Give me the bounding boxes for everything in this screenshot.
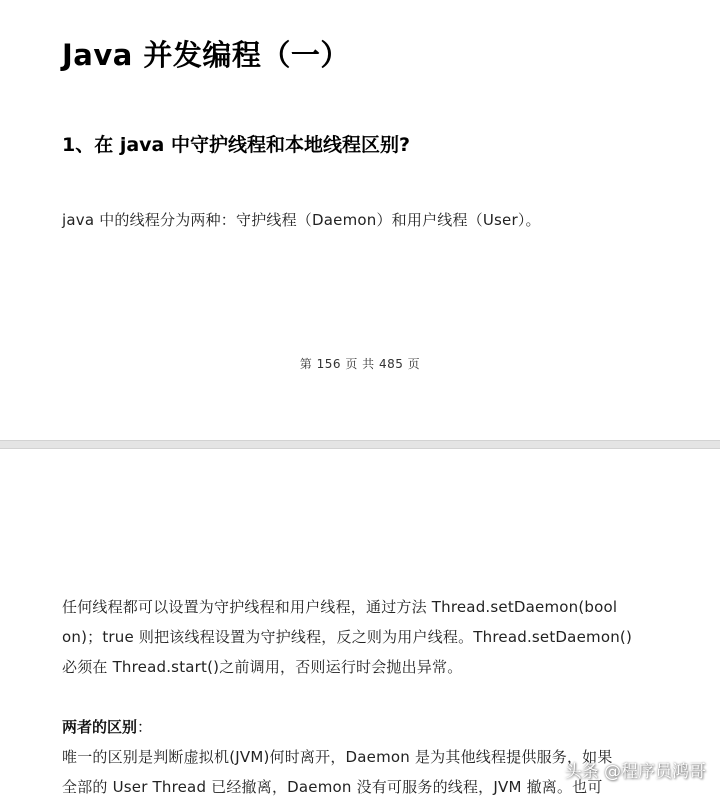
body-line: 必须在 Thread.start()之前调用，否则运行时会抛出异常。 <box>62 658 463 676</box>
difference-colon: ： <box>137 718 153 736</box>
intro-paragraph: java 中的线程分为两种：守护线程（Daemon）和用户线程（User）。 <box>62 211 541 229</box>
body-line: 唯一的区别是判断虚拟机(JVM)何时离开，Daemon 是为其他线程提供服务，如果 <box>62 748 613 766</box>
pdf-page-157 <box>0 449 720 796</box>
section-heading: 1、在 java 中守护线程和本地线程区别? <box>62 134 411 156</box>
difference-heading <box>62 716 152 737</box>
body-line: 任何线程都可以设置为守护线程和用户线程，通过方法 Thread.setDaemon(bool <box>62 598 618 616</box>
body-line: 全部的 User Thread 已经撤离，Daemon 没有可服务的线程，JVM 撤离。也可 <box>62 778 603 796</box>
difference-label: 两者的区别 <box>62 718 138 736</box>
watermark: 头条 @程序员鸿哥 <box>564 762 706 782</box>
page-separator <box>0 440 720 449</box>
document-title: Java 并发编程（一） <box>62 38 350 72</box>
page-number-footer: 第 156 页 共 485 页 <box>299 357 421 371</box>
body-line: on)；true 则把该线程设置为守护线程，反之则为用户线程。Thread.setDaemon() <box>62 628 633 646</box>
